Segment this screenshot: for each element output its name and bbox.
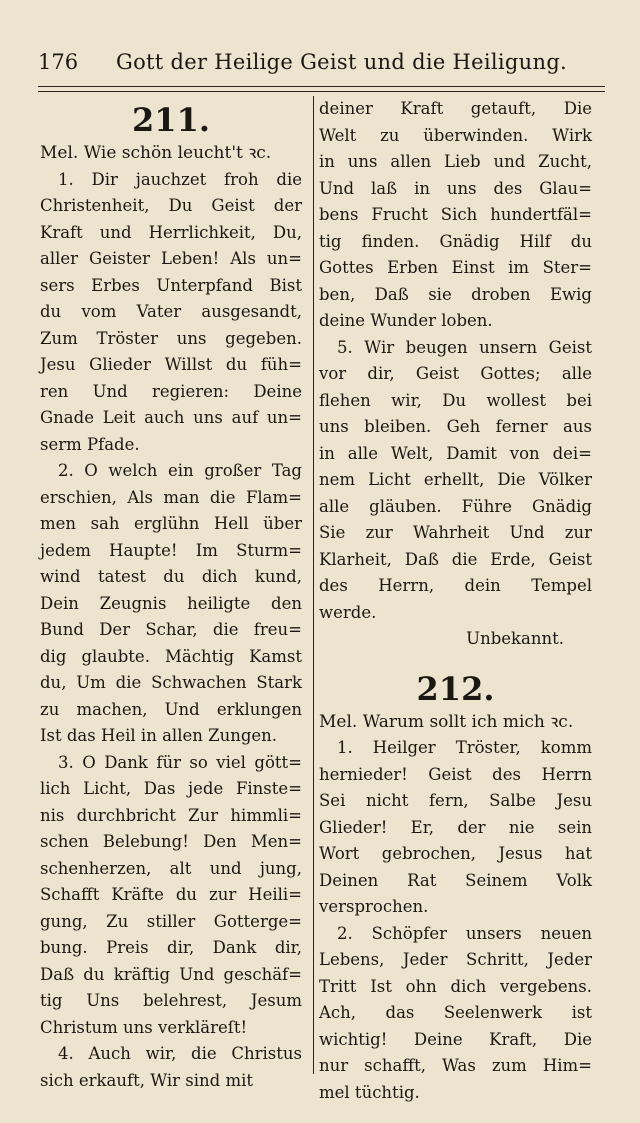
- text-line: 1. Dir jauchzet froh die: [58, 169, 302, 189]
- text-line: dig glaubte. Mächtig Kamst: [40, 646, 302, 666]
- page-number: 176: [38, 50, 79, 74]
- text-line: du vom Vater ausgesandt,: [40, 302, 302, 321]
- text-line: sers Erbes Unterpfand Bist: [40, 275, 302, 295]
- text-line: 1. Heilger Tröster, komm: [337, 738, 592, 757]
- text-line: 3. O Dank für so viel gött=: [58, 752, 302, 772]
- column-divider: [313, 96, 314, 1074]
- header-rule-thin: [38, 91, 605, 92]
- text-line: Ach, das Seelenwerk ist: [319, 1003, 592, 1022]
- text-line: 2. Schöpfer unsers neuen: [337, 923, 592, 943]
- hymn-text: [40, 167, 302, 1095]
- text-line: Daß du kräftig Und geschäf=: [40, 964, 302, 984]
- melody-line: Mel. Warum sollt ich mich ꝛc.: [319, 711, 574, 732]
- text-line: des Herrn, dein Tempel: [319, 576, 592, 595]
- text-line: Glieder! Er, der nie sein: [319, 817, 592, 837]
- text-line: versprochen.: [319, 897, 429, 916]
- text-line: aller Geister Leben! Als un=: [40, 249, 302, 268]
- text-line: nur schafft, Was zum Him=: [319, 1056, 592, 1075]
- text-line: 5. Wir beugen unsern Geist: [337, 337, 592, 357]
- text-line: Jesu Glieder Willst du füh=: [40, 355, 302, 374]
- hymn-number: 211.: [132, 101, 210, 139]
- text-line: Deinen Rat Seinem Volk: [319, 870, 592, 890]
- text-line: Zum Tröster uns gegeben.: [40, 328, 302, 348]
- text-line: alle gläuben. Führe Gnädig: [319, 496, 592, 516]
- text-line: du, Um die Schwachen Stark: [40, 673, 302, 692]
- text-line: schen Belebung! Den Men=: [40, 832, 302, 851]
- text-line: Schafft Kräfte du zur Heili=: [40, 885, 302, 904]
- text-line: Und laß in uns des Glau=: [319, 178, 592, 198]
- text-line: werde.: [319, 602, 377, 622]
- text-line: Dein Zeugnis heiligte den: [40, 593, 302, 613]
- text-line: in uns allen Lieb und Zucht,: [319, 152, 592, 171]
- text-line: gung, Zu stiller Gotterge=: [40, 911, 302, 931]
- text-line: Klarheit, Daß die Erde, Geist: [319, 549, 592, 569]
- text-line: jedem Haupte! Im Sturm=: [40, 540, 302, 560]
- text-line: vor dir, Geist Gottes; alle: [319, 364, 592, 383]
- text-line: serm Pfade.: [40, 434, 140, 454]
- text-line: Bund Der Schar, die freu=: [40, 620, 302, 639]
- text-line: Sei nicht fern, Salbe Jesu: [319, 791, 592, 810]
- text-line: Welt zu überwinden. Wirk: [319, 125, 592, 145]
- text-line: Gnade Leit auch uns auf un=: [40, 408, 302, 427]
- right-column: [319, 96, 592, 1106]
- text-line: lich Licht, Das jede Finste=: [40, 779, 302, 798]
- text-line: 4. Auch wir, die Christus: [58, 1044, 302, 1063]
- running-header: [38, 50, 598, 82]
- text-line: uns bleiben. Geh ferner aus: [319, 417, 592, 436]
- text-line: bung. Preis dir, Dank dir,: [40, 938, 302, 957]
- text-line: Lebens, Jeder Schritt, Jeder: [319, 950, 592, 969]
- text-line: Ist das Heil in allen Zungen.: [40, 726, 278, 745]
- text-line: sich erkauft, Wir sind mit: [40, 1070, 254, 1090]
- text-line: schenherzen, alt und jung,: [40, 858, 302, 878]
- text-line: ben, Daß sie droben Ewig: [319, 284, 592, 304]
- header-rule: [38, 86, 605, 87]
- text-line: mel tüchtig.: [319, 1082, 420, 1102]
- text-line: flehen wir, Du wollest bei: [319, 390, 592, 410]
- text-line: Gottes Erben Einst im Ster=: [319, 258, 592, 277]
- text-line: deine Wunder loben.: [319, 311, 493, 330]
- hymn-number: 212.: [416, 669, 495, 708]
- text-line: ren Und regieren: Deine: [40, 381, 302, 401]
- left-column: [40, 96, 302, 1094]
- melody-line: Mel. Wie schön leucht't ꝛc.: [40, 143, 272, 163]
- author-credit: Unbekannt.: [466, 629, 564, 648]
- text-line: erschien, Als man die Flam=: [40, 487, 302, 507]
- text-line: tig finden. Gnädig Hilf du: [319, 231, 592, 251]
- text-line: wind tatest du dich kund,: [40, 567, 302, 586]
- hymn-text: [319, 96, 592, 626]
- running-title: Gott der Heilige Geist und die Heiligung.: [116, 50, 568, 74]
- text-line: nis durchbricht Zur himmli=: [40, 805, 302, 825]
- text-line: men sah erglühn Hell über: [40, 514, 302, 533]
- text-line: Kraft und Herrlichkeit, Du,: [40, 222, 302, 242]
- text-line: Christenheit, Du Geist der: [40, 196, 302, 215]
- text-line: in alle Welt, Damit von dei=: [319, 443, 592, 463]
- text-line: bens Frucht Sich hundertfäl=: [319, 205, 592, 224]
- text-line: hernieder! Geist des Herrn: [319, 764, 592, 784]
- text-line: Sie zur Wahrheit Und zur: [319, 523, 592, 542]
- hymn-text: [319, 735, 592, 1106]
- text-line: deiner Kraft getauft, Die: [319, 99, 592, 118]
- text-line: tig Uns belehrest, Jesum: [40, 991, 302, 1010]
- text-line: zu machen, Und erklungen: [40, 699, 302, 719]
- text-line: 2. O welch ein großer Tag: [58, 461, 302, 480]
- text-line: Christum uns verkläreſt!: [40, 1017, 248, 1037]
- text-line: Tritt Ist ohn dich vergebens.: [319, 976, 592, 996]
- text-line: Wort gebrochen, Jesus hat: [319, 844, 592, 863]
- text-line: wichtig! Deine Kraft, Die: [319, 1029, 592, 1049]
- text-line: nem Licht erhellt, Die Völker: [319, 470, 592, 489]
